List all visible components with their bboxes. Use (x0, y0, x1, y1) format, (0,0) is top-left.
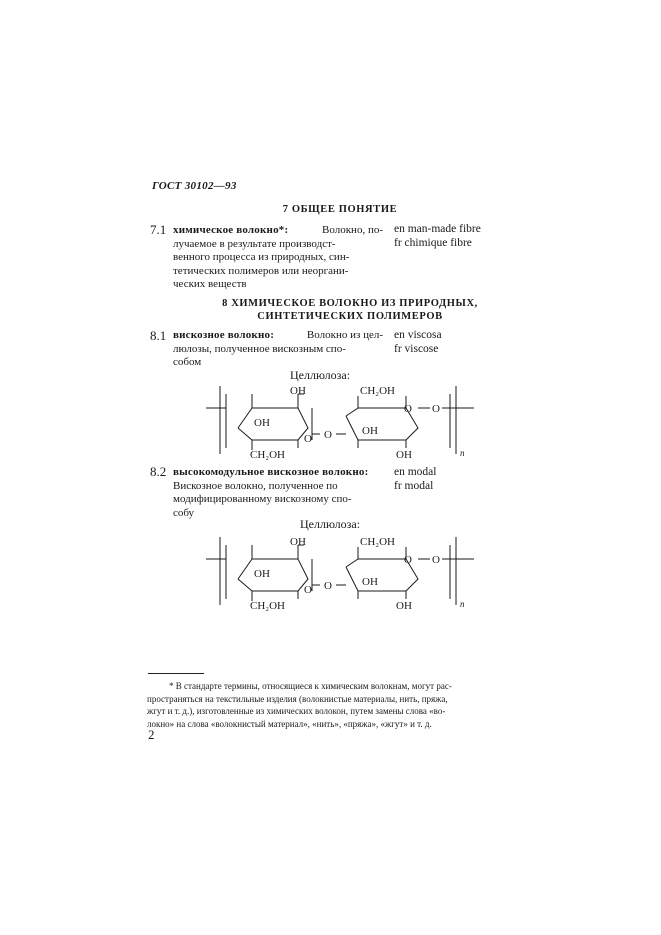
entry-7-1-term: химическое волокно*: (173, 224, 289, 236)
entry-8-1-line1: Волокно из цел- (306, 329, 383, 341)
entry-7-1-line4: тетических полимеров или неоргани- (173, 264, 349, 277)
entry-7-1-fr: fr chimique fibre (394, 236, 472, 249)
entry-8-2-line2: модифицированному вискозному спо- (173, 493, 352, 505)
ring-oxygen-label: O (404, 403, 412, 415)
footnote-line1: * В стандарте термины, относящиеся к химическим волокнам, могут рас- (169, 681, 452, 691)
oh-label: OH (362, 425, 378, 437)
entry-7-1-line1: Волокно, по- (322, 224, 383, 236)
entry-7-1-number: 7.1 (150, 222, 167, 237)
oh-label: OH (396, 449, 412, 461)
repeat-subscript: n (460, 448, 465, 458)
entry-8-2-line3: собу (173, 506, 195, 519)
document-code: ГОСТ 30102—93 (152, 180, 237, 192)
entry-8-2-definition (173, 466, 388, 520)
bridge-oxygen-label: O (324, 580, 332, 592)
entry-8-2-number: 8.2 (150, 464, 167, 479)
ch2oh-label: CH₂OH (250, 449, 286, 461)
footnote-line4: локно» на слова «волокнистый материал», «нить», «пряжа», «жгут» и т. д. (147, 718, 432, 729)
footnote-line3: жгут и т. д.), изготовленные из химических волокон, путем замены слова «во- (147, 706, 446, 717)
entry-8-1-line2: люлозы, полученное вискозным спо- (173, 342, 346, 355)
ring-oxygen-label: O (304, 433, 312, 445)
entry-8-2-term: высокомодульное вискозное волокно: (173, 466, 369, 478)
entry-8-1-term: вискозное волокно: (173, 329, 275, 341)
bridge-oxygen-label: O (324, 429, 332, 441)
entry-7-1-en: en man-made fibre (394, 223, 481, 235)
oh-label: OH (396, 600, 412, 612)
oh-label: OH (362, 576, 378, 588)
oh-label: OH (254, 417, 270, 429)
ch2oh-label: CH₂OH (250, 600, 286, 612)
cellulose-formula-1 (200, 382, 480, 462)
entry-8-1-line3: собом (173, 356, 202, 368)
entry-8-2-fr: fr modal (394, 479, 434, 492)
section-8-title-line2: СИНТЕТИЧЕСКИХ ПОЛИМЕРОВ (257, 311, 443, 322)
section-7-title: 7 ОБЩЕЕ ПОНЯТИЕ (282, 204, 398, 215)
entry-7-1-line3: венного процесса из природных, син- (173, 251, 350, 263)
entry-8-2-line1: Вискозное волокно, полученное по (173, 479, 338, 492)
ring-oxygen-label: O (404, 554, 412, 566)
entry-8-1-equivalents (394, 329, 442, 356)
ring-oxygen-label: O (304, 584, 312, 596)
ch2oh-label: CH₂OH (360, 385, 396, 397)
entry-8-2-en: en modal (394, 466, 437, 478)
section-8-title-line1: 8 ХИМИЧЕСКОЕ ВОЛОКНО ИЗ ПРИРОДНЫХ, (222, 298, 478, 309)
entry-8-1-en: en viscosa (394, 329, 442, 341)
entry-8-2-equivalents (394, 466, 436, 493)
repeat-subscript: n (460, 599, 465, 609)
entry-7-1-line5: ческих веществ (173, 278, 247, 290)
oh-label: OH (290, 536, 306, 548)
footnote (147, 680, 519, 730)
chain-oxygen-label: O (432, 403, 440, 415)
page-number: 2 (148, 727, 155, 742)
footnote-rule (148, 673, 204, 674)
oh-label: OH (254, 568, 270, 580)
formula-1-caption: Целлюлоза: (290, 368, 351, 382)
oh-label: OH (290, 385, 306, 397)
chain-oxygen-label: O (432, 554, 440, 566)
formula-2-caption: Целлюлоза: (300, 517, 361, 531)
entry-7-1-definition (173, 224, 383, 292)
entry-7-1-line2: лучаемое в результате производст- (173, 237, 336, 250)
entry-8-1-fr: fr viscose (394, 342, 439, 355)
section-8-title (200, 297, 500, 323)
entry-8-1-number: 8.1 (150, 328, 167, 343)
ch2oh-label: CH₂OH (360, 536, 396, 548)
footnote-line2: пространяться на текстильные изделия (волокнистые материалы, нить, пряжа, (147, 693, 448, 704)
cellulose-formula-2 (200, 533, 480, 613)
entry-8-1-definition (173, 329, 383, 370)
entry-7-1-equivalents (394, 223, 481, 250)
